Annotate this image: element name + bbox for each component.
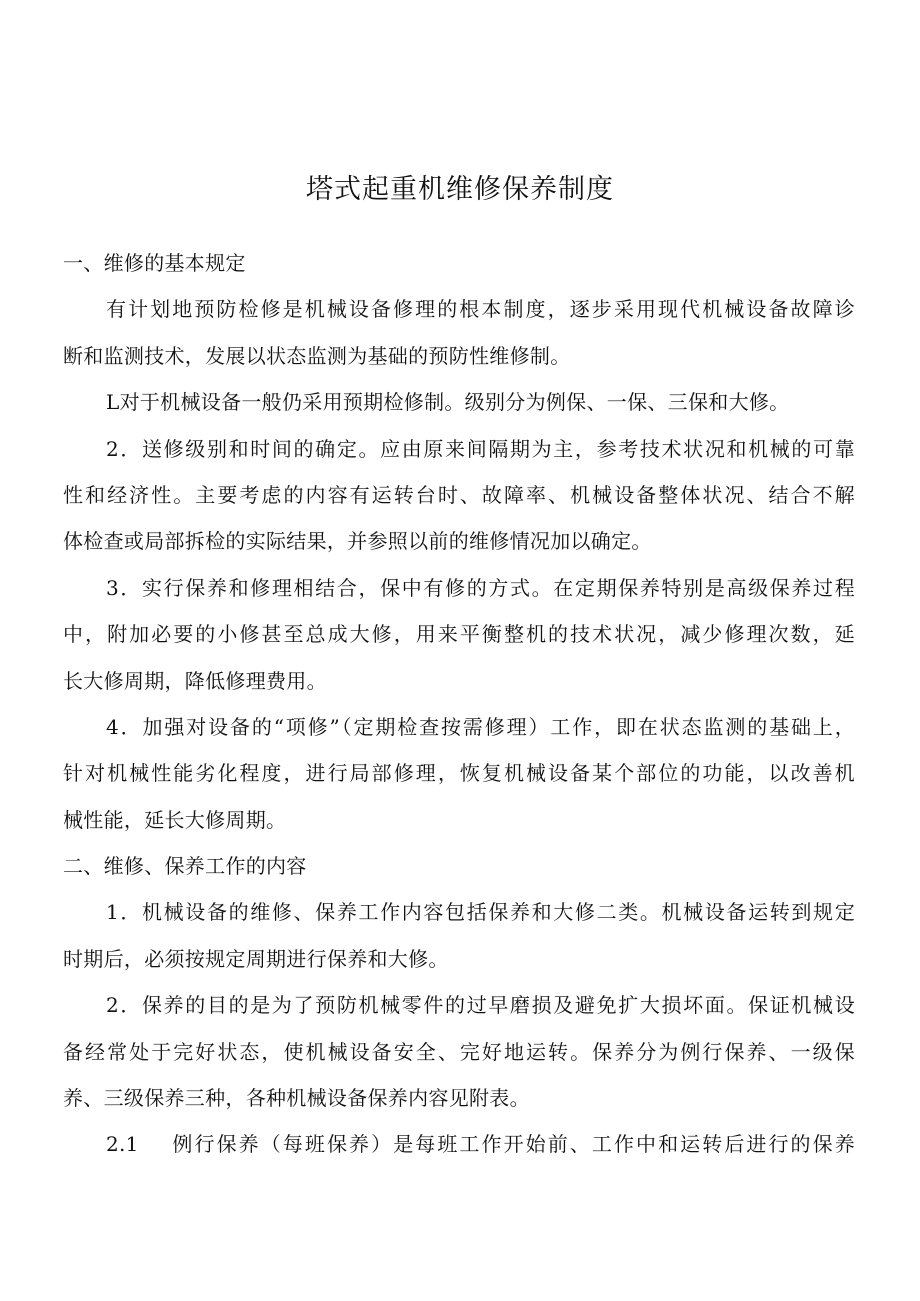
paragraph-line: 1．机械设备的维修、保养工作内容包括保养和大修二类。机械设备运转到规定	[106, 900, 855, 925]
paragraph-line: 2．送修级别和时间的确定。应由原来间隔期为主，参考技术状况和机械的可靠	[106, 436, 855, 461]
paragraph-line: 2.1 例行保养（每班保养）是每班工作开始前、工作中和运转后进行的保养	[106, 1132, 855, 1157]
paragraph-line: 械性能，延长大修周期。	[63, 807, 287, 832]
paragraph-line: 体检查或局部拆检的实际结果，并参照以前的维修情况加以确定。	[63, 529, 652, 554]
paragraph-line: 断和监测技术，发展以状态监测为基础的预防性维修制。	[63, 343, 571, 368]
document-body	[63, 240, 855, 1168]
paragraph-line: 性和经济性。主要考虑的内容有运转台时、故障率、机械设备整体状况、结合不解	[63, 482, 855, 507]
paragraph-line: 有计划地预防检修是机械设备修理的根本制度，逐步采用现代机械设备故障诊	[106, 297, 855, 322]
paragraph-line: 4．加强对设备的“项修”（定期检查按需修理）工作，即在状态监测的基础上，	[106, 714, 855, 739]
paragraph-line: 长大修周期，降低修理费用。	[63, 668, 327, 693]
paragraph-line: 2．保养的目的是为了预防机械零件的过早磨损及避免扩大损坏面。保证机械设	[106, 993, 855, 1018]
section-heading: 一、维修的基本规定	[63, 251, 246, 275]
paragraph-line: 3．实行保养和修理相结合，保中有修的方式。在定期保养特别是高级保养过程	[106, 575, 855, 600]
paragraph-line: 中，附加必要的小修甚至总成大修，用来平衡整机的技术状况，减少修理次数，延	[63, 622, 855, 647]
paragraph-line: L对于机械设备一般仍采用预期检修制。级别分为例保、一保、三保和大修。	[106, 390, 790, 415]
section-heading: 二、维修、保养工作的内容	[63, 854, 307, 879]
paragraph-line: 时期后，必须按规定周期进行保养和大修。	[63, 946, 449, 971]
paragraph-line: 针对机械性能劣化程度，进行局部修理，恢复机械设备某个部位的功能，以改善机	[63, 761, 855, 786]
paragraph-line: 备经常处于完好状态，使机械设备安全、完好地运转。保养分为例行保养、一级保	[63, 1039, 855, 1064]
paragraph-line: 养、三级保养三种，各种机械设备保养内容见附表。	[63, 1086, 530, 1111]
document-title: 塔式起重机维修保养制度	[306, 174, 614, 205]
